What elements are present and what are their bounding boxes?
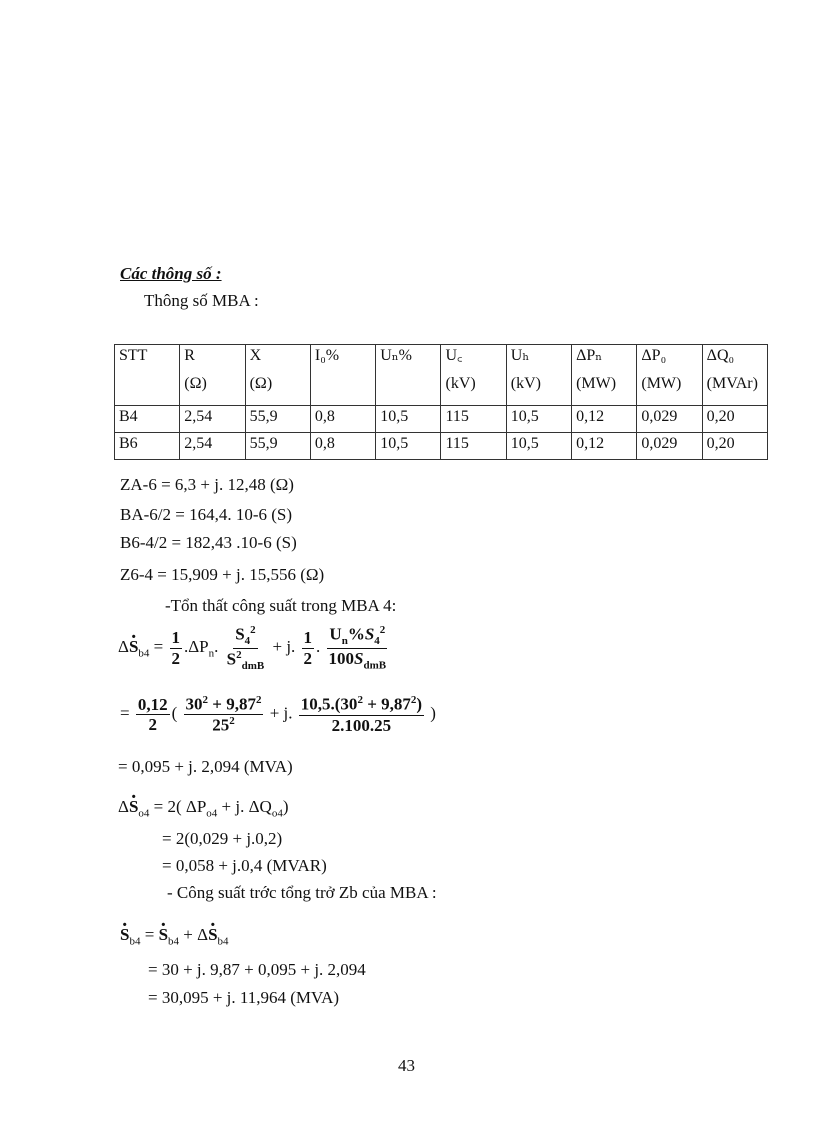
header-symbol: ΔQ₀	[706, 347, 735, 364]
so4-step2: = 2(0,029 + j.0,2)	[162, 829, 283, 848]
table-cell: 0,12	[572, 433, 637, 460]
table-cell: 2,54	[180, 406, 245, 433]
header-unit: (MVAr)	[706, 374, 758, 392]
table-cell: 0,20	[702, 406, 767, 433]
table-cell: B4	[115, 406, 180, 433]
table-cell: 55,9	[245, 433, 310, 460]
header-unit: (MW)	[576, 374, 617, 392]
section-heading: Các thông số :	[120, 264, 222, 283]
header-unit: (MW)	[641, 374, 682, 392]
formula-sb4: · $S_{b4}$ = · $S_{b4} + \Delta\cdot S_{b4}$	[120, 926, 229, 947]
table-cell: B6	[115, 433, 180, 460]
table-header-cell	[572, 345, 637, 406]
table-header-cell	[441, 345, 506, 406]
table-header-cell	[180, 345, 245, 406]
table-cell: 10,5	[376, 433, 441, 460]
formula-substitution: = $\frac{0,12}{2}$ ( $\frac{30^2 + 9,87^2}{25^2}$ + j. $\frac{10,5.(30^2 + 9,87^2)}{2.100.25}$ )	[120, 694, 436, 735]
table-header-cell	[506, 345, 571, 406]
z-64-line: Z6-4 = 15,909 + j. 15,556 (Ω)	[120, 565, 325, 584]
table-header-cell	[115, 345, 180, 406]
transformer-params-label: Thông số MBA :	[144, 291, 259, 310]
header-symbol: Uₙ%	[380, 347, 412, 364]
sb4-step3: = 30,095 + j. 11,964 (MVA)	[148, 988, 340, 1007]
header-symbol: U꜀	[445, 347, 463, 364]
header-symbol: ΔPₙ	[576, 347, 603, 364]
table-row	[115, 406, 768, 433]
loss-title: -Tổn thất công suất trong MBA 4:	[165, 596, 397, 615]
z-a6-line: ZA-6 = 6,3 + j. 12,48 (Ω)	[120, 475, 294, 494]
b-64-line: B6-4/2 = 182,43 .10-6 (S)	[120, 533, 297, 552]
table-cell: 10,5	[506, 433, 571, 460]
header-unit: (kV)	[510, 374, 541, 392]
table-cell: 10,5	[506, 406, 571, 433]
header-symbol: Uₕ	[510, 347, 530, 364]
power-title: - Công suất trớc tổng trở Zb của MBA :	[167, 883, 437, 902]
table-header-cell	[637, 345, 702, 406]
transformer-table	[114, 344, 768, 460]
formula-delta-sb4: $\Delta\cdot S_{b4}$ = $\frac{1}{2}$ $.\Delta P_n$. $\frac{S_4^2}{S^2_{dmB}}$ + j. $\frac{1}{2}$ . $\frac{U_n\%S_4^2}{100S_{dmB}}$	[118, 624, 390, 672]
page-number: 43	[398, 1056, 415, 1075]
table-cell: 2,54	[180, 433, 245, 460]
table-cell: 0,12	[572, 406, 637, 433]
so4-step3: = 0,058 + j.0,4 (MVAR)	[162, 856, 327, 875]
header-unit: (kV)	[445, 374, 476, 392]
result-delta-sb4: = 0,095 + j. 2,094 (MVA)	[118, 757, 293, 776]
table-cell: 0,029	[637, 406, 702, 433]
table-cell: 115	[441, 406, 506, 433]
table-cell: 0,8	[310, 433, 375, 460]
table-cell: 0,8	[310, 406, 375, 433]
table-row	[115, 433, 768, 460]
header-symbol: STT	[119, 347, 148, 364]
formula-delta-so4: $\Delta\cdot S_{o4} = 2$( $\Delta P_{o4} + j$. $\Delta Q_{o4}$)	[118, 798, 289, 819]
header-unit: (Ω)	[249, 374, 273, 392]
sb4-step2: = 30 + j. 9,87 + 0,095 + j. 2,094	[148, 960, 366, 979]
table-cell: 0,20	[702, 433, 767, 460]
header-symbol: X	[249, 347, 262, 364]
header-unit: (Ω)	[184, 374, 207, 392]
header-symbol: ΔP₀	[641, 347, 667, 364]
table-cell: 10,5	[376, 406, 441, 433]
table-header-row	[115, 345, 768, 406]
header-symbol: I₀%	[314, 347, 340, 364]
b-a6-line: BA-6/2 = 164,4. 10-6 (S)	[120, 505, 293, 524]
table-header-cell	[310, 345, 375, 406]
table-header-cell	[702, 345, 767, 406]
header-symbol: R	[184, 347, 195, 364]
table-header-cell	[376, 345, 441, 406]
table-cell: 0,029	[637, 433, 702, 460]
table-cell: 55,9	[245, 406, 310, 433]
table-header-cell	[245, 345, 310, 406]
table-cell: 115	[441, 433, 506, 460]
